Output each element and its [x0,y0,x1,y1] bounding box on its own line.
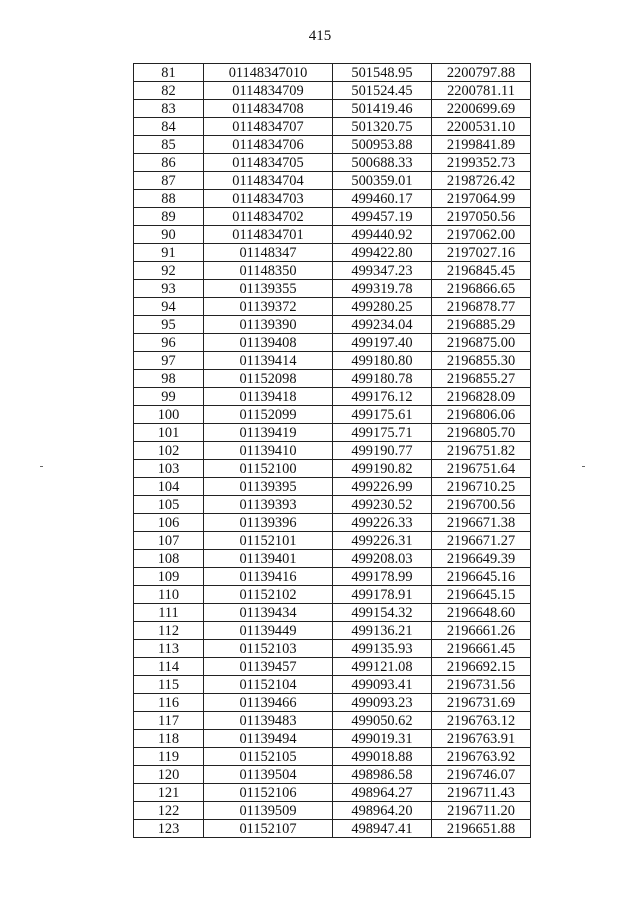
point-id-cell: 01152103 [204,640,333,658]
table-row [134,154,531,172]
point-id-cell: 0114834702 [204,208,333,226]
x-coordinate-cell: 499018.88 [333,748,432,766]
x-coordinate-cell: 498986.58 [333,766,432,784]
table-row [134,82,531,100]
y-coordinate-cell: 2196661.45 [432,640,531,658]
table-row [134,730,531,748]
point-id-cell: 01139396 [204,514,333,532]
x-coordinate-cell: 499190.77 [333,442,432,460]
point-number-cell: 121 [134,784,204,802]
point-number-cell: 96 [134,334,204,352]
y-coordinate-cell: 2196855.30 [432,352,531,370]
x-coordinate-cell: 499176.12 [333,388,432,406]
page-number: 415 [308,28,332,44]
x-coordinate-cell: 499234.04 [333,316,432,334]
point-number-cell: 82 [134,82,204,100]
point-number-cell: 105 [134,496,204,514]
point-number-cell: 120 [134,766,204,784]
x-coordinate-cell: 499178.99 [333,568,432,586]
point-number-cell: 85 [134,136,204,154]
x-coordinate-cell: 499226.99 [333,478,432,496]
table-row [134,766,531,784]
y-coordinate-cell: 2200699.69 [432,100,531,118]
table-row [134,748,531,766]
point-number-cell: 107 [134,532,204,550]
point-id-cell: 01148347010 [204,64,333,82]
point-id-cell: 01139408 [204,334,333,352]
x-coordinate-cell: 499093.41 [333,676,432,694]
point-id-cell: 01139466 [204,694,333,712]
point-id-cell: 01139410 [204,442,333,460]
y-coordinate-cell: 2196645.16 [432,568,531,586]
x-coordinate-cell: 499230.52 [333,496,432,514]
x-coordinate-cell: 498964.27 [333,784,432,802]
point-id-cell: 01139395 [204,478,333,496]
x-coordinate-cell: 500359.01 [333,172,432,190]
y-coordinate-cell: 2196828.09 [432,388,531,406]
point-number-cell: 110 [134,586,204,604]
point-id-cell: 01139419 [204,424,333,442]
x-coordinate-cell: 499347.23 [333,262,432,280]
table-row [134,334,531,352]
point-number-cell: 90 [134,226,204,244]
table-row [134,406,531,424]
point-id-cell: 01152102 [204,586,333,604]
table-row [134,208,531,226]
table-row [134,226,531,244]
point-id-cell: 01139372 [204,298,333,316]
point-id-cell: 01139393 [204,496,333,514]
point-id-cell: 0114834707 [204,118,333,136]
point-number-cell: 91 [134,244,204,262]
point-id-cell: 01152106 [204,784,333,802]
y-coordinate-cell: 2196805.70 [432,424,531,442]
x-coordinate-cell: 499280.25 [333,298,432,316]
point-id-cell: 01152099 [204,406,333,424]
point-id-cell: 01152098 [204,370,333,388]
point-id-cell: 0114834701 [204,226,333,244]
point-id-cell: 0114834709 [204,82,333,100]
table-row [134,460,531,478]
x-coordinate-cell: 499319.78 [333,280,432,298]
y-coordinate-cell: 2196651.88 [432,820,531,838]
table-row [134,280,531,298]
point-number-cell: 102 [134,442,204,460]
point-id-cell: 0114834705 [204,154,333,172]
point-number-cell: 87 [134,172,204,190]
point-id-cell: 01139494 [204,730,333,748]
point-id-cell: 01139509 [204,802,333,820]
point-number-cell: 98 [134,370,204,388]
point-number-cell: 116 [134,694,204,712]
x-coordinate-cell: 499135.93 [333,640,432,658]
point-id-cell: 0114834704 [204,172,333,190]
table-row [134,442,531,460]
table-row [134,658,531,676]
y-coordinate-cell: 2196645.15 [432,586,531,604]
y-coordinate-cell: 2196866.65 [432,280,531,298]
table-row [134,190,531,208]
point-number-cell: 93 [134,280,204,298]
point-number-cell: 95 [134,316,204,334]
table-row [134,586,531,604]
point-id-cell: 0114834708 [204,100,333,118]
y-coordinate-cell: 2196710.25 [432,478,531,496]
point-number-cell: 119 [134,748,204,766]
point-number-cell: 83 [134,100,204,118]
table-row [134,316,531,334]
point-id-cell: 01139434 [204,604,333,622]
table-row [134,532,531,550]
y-coordinate-cell: 2196661.26 [432,622,531,640]
point-number-cell: 123 [134,820,204,838]
point-id-cell: 01139414 [204,352,333,370]
point-id-cell: 01148350 [204,262,333,280]
y-coordinate-cell: 2200781.11 [432,82,531,100]
table-row [134,640,531,658]
table-row [134,784,531,802]
point-number-cell: 117 [134,712,204,730]
point-id-cell: 01139355 [204,280,333,298]
x-coordinate-cell: 499154.32 [333,604,432,622]
left-margin-mark [40,466,43,467]
table-row [134,694,531,712]
table-row [134,370,531,388]
table-row [134,496,531,514]
x-coordinate-cell: 498964.20 [333,802,432,820]
table-row [134,100,531,118]
point-number-cell: 104 [134,478,204,496]
y-coordinate-cell: 2196885.29 [432,316,531,334]
y-coordinate-cell: 2196711.43 [432,784,531,802]
point-number-cell: 94 [134,298,204,316]
table-row [134,424,531,442]
table-row [134,550,531,568]
y-coordinate-cell: 2196671.27 [432,532,531,550]
right-margin-mark [582,466,585,467]
x-coordinate-cell: 499180.80 [333,352,432,370]
x-coordinate-cell: 499180.78 [333,370,432,388]
point-id-cell: 01139418 [204,388,333,406]
y-coordinate-cell: 2198726.42 [432,172,531,190]
point-number-cell: 115 [134,676,204,694]
table-row [134,514,531,532]
point-id-cell: 01139483 [204,712,333,730]
point-id-cell: 01139416 [204,568,333,586]
x-coordinate-cell: 499208.03 [333,550,432,568]
table-row [134,478,531,496]
x-coordinate-cell: 499175.71 [333,424,432,442]
y-coordinate-cell: 2196845.45 [432,262,531,280]
y-coordinate-cell: 2196878.77 [432,298,531,316]
x-coordinate-cell: 499136.21 [333,622,432,640]
coordinates-table-body [134,64,531,838]
x-coordinate-cell: 499050.62 [333,712,432,730]
x-coordinate-cell: 499019.31 [333,730,432,748]
y-coordinate-cell: 2196649.39 [432,550,531,568]
y-coordinate-cell: 2197062.00 [432,226,531,244]
y-coordinate-cell: 2196648.60 [432,604,531,622]
table-row [134,676,531,694]
x-coordinate-cell: 499178.91 [333,586,432,604]
y-coordinate-cell: 2196692.15 [432,658,531,676]
point-number-cell: 114 [134,658,204,676]
y-coordinate-cell: 2196731.56 [432,676,531,694]
x-coordinate-cell: 499093.23 [333,694,432,712]
table-row [134,244,531,262]
x-coordinate-cell: 499457.19 [333,208,432,226]
point-id-cell: 01152105 [204,748,333,766]
x-coordinate-cell: 500688.33 [333,154,432,172]
point-id-cell: 0114834706 [204,136,333,154]
point-number-cell: 88 [134,190,204,208]
x-coordinate-cell: 499440.92 [333,226,432,244]
y-coordinate-cell: 2196875.00 [432,334,531,352]
point-id-cell: 01152104 [204,676,333,694]
table-row [134,172,531,190]
y-coordinate-cell: 2196746.07 [432,766,531,784]
y-coordinate-cell: 2196763.92 [432,748,531,766]
x-coordinate-cell: 499226.33 [333,514,432,532]
point-id-cell: 0114834703 [204,190,333,208]
point-id-cell: 01139401 [204,550,333,568]
table-row [134,64,531,82]
x-coordinate-cell: 499226.31 [333,532,432,550]
y-coordinate-cell: 2196671.38 [432,514,531,532]
point-number-cell: 103 [134,460,204,478]
x-coordinate-cell: 499121.08 [333,658,432,676]
point-number-cell: 97 [134,352,204,370]
point-number-cell: 109 [134,568,204,586]
x-coordinate-cell: 500953.88 [333,136,432,154]
y-coordinate-cell: 2196731.69 [432,694,531,712]
y-coordinate-cell: 2196751.82 [432,442,531,460]
x-coordinate-cell: 499460.17 [333,190,432,208]
table-row [134,802,531,820]
point-number-cell: 99 [134,388,204,406]
table-row [134,820,531,838]
point-id-cell: 01148347 [204,244,333,262]
table-row [134,622,531,640]
y-coordinate-cell: 2196711.20 [432,802,531,820]
x-coordinate-cell: 501419.46 [333,100,432,118]
table-row [134,298,531,316]
table-row [134,604,531,622]
coordinates-table [133,63,531,838]
point-number-cell: 89 [134,208,204,226]
x-coordinate-cell: 501524.45 [333,82,432,100]
point-id-cell: 01139457 [204,658,333,676]
table-row [134,352,531,370]
y-coordinate-cell: 2200531.10 [432,118,531,136]
x-coordinate-cell: 499197.40 [333,334,432,352]
y-coordinate-cell: 2197027.16 [432,244,531,262]
x-coordinate-cell: 499175.61 [333,406,432,424]
point-number-cell: 122 [134,802,204,820]
y-coordinate-cell: 2196763.12 [432,712,531,730]
y-coordinate-cell: 2196763.91 [432,730,531,748]
table-row [134,568,531,586]
point-id-cell: 01152101 [204,532,333,550]
y-coordinate-cell: 2196806.06 [432,406,531,424]
y-coordinate-cell: 2200797.88 [432,64,531,82]
table-row [134,262,531,280]
point-number-cell: 101 [134,424,204,442]
x-coordinate-cell: 501548.95 [333,64,432,82]
point-number-cell: 118 [134,730,204,748]
y-coordinate-cell: 2199841.89 [432,136,531,154]
y-coordinate-cell: 2197050.56 [432,208,531,226]
point-number-cell: 84 [134,118,204,136]
point-number-cell: 92 [134,262,204,280]
point-number-cell: 100 [134,406,204,424]
x-coordinate-cell: 499190.82 [333,460,432,478]
table-row [134,136,531,154]
point-number-cell: 106 [134,514,204,532]
point-id-cell: 01139449 [204,622,333,640]
table-row [134,712,531,730]
x-coordinate-cell: 498947.41 [333,820,432,838]
point-id-cell: 01139504 [204,766,333,784]
x-coordinate-cell: 501320.75 [333,118,432,136]
point-number-cell: 81 [134,64,204,82]
point-id-cell: 01152107 [204,820,333,838]
y-coordinate-cell: 2196700.56 [432,496,531,514]
y-coordinate-cell: 2197064.99 [432,190,531,208]
table-row [134,388,531,406]
y-coordinate-cell: 2196855.27 [432,370,531,388]
point-id-cell: 01152100 [204,460,333,478]
point-number-cell: 108 [134,550,204,568]
y-coordinate-cell: 2196751.64 [432,460,531,478]
point-number-cell: 113 [134,640,204,658]
y-coordinate-cell: 2199352.73 [432,154,531,172]
point-number-cell: 86 [134,154,204,172]
table-row [134,118,531,136]
point-id-cell: 01139390 [204,316,333,334]
x-coordinate-cell: 499422.80 [333,244,432,262]
point-number-cell: 112 [134,622,204,640]
point-number-cell: 111 [134,604,204,622]
